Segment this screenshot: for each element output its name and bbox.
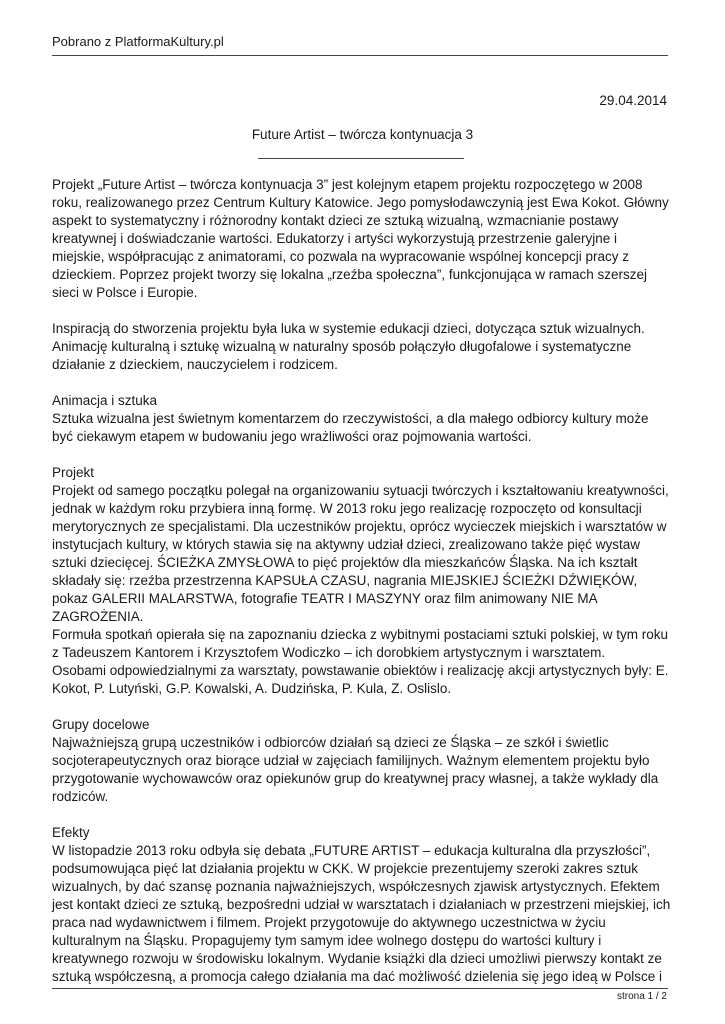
text-line: kreatywnej i doświadczanie wartości. Edukatorzy i artyści wykorzystują przestrzenie galeryjne i	[52, 231, 617, 246]
section-effects	[52, 824, 674, 986]
text-line: ZAGROŻENIA.	[52, 609, 144, 624]
text-line: aspekt to systematyczny i różnorodny kontakt dzieci ze sztuką wizualną, wzmacnianie postawy	[52, 213, 619, 228]
section-target-groups	[52, 716, 674, 806]
text-line: socjoterapeutycznych oraz biorące udział w zajęciach familijnych. Ważnym elementem projektu było	[52, 753, 650, 768]
text-line: z Tadeuszem Kantorem i Krzysztofem Wodiczko – ich dorobkiem artystycznym i warsztatem.	[52, 645, 606, 660]
download-source-header: Pobrano z PlatformaKultury.pl	[52, 34, 224, 49]
text-line: kulturalnym na Śląsku. Propagujemy tym samym idee wolnego dostępu do wartości kultury i	[52, 933, 602, 948]
text-line: Projekt od samego początku polegał na organizowaniu sytuacji twórczych i kształtowaniu kreatywności,	[52, 483, 669, 498]
text-line: działanie z dzieckiem, nauczycielem i rodzicem.	[52, 357, 338, 372]
text-line: Inspiracją do stworzenia projektu była luka w systemie edukacji dzieci, dotycząca sztuk wizualnych.	[52, 321, 645, 336]
text-line: sztuką współczesną, a promocja całego działania ma dać możliwość dzielenia się jego ideą w Polsce i	[52, 969, 663, 984]
paragraph-gap	[52, 302, 674, 320]
text-line: sieci w Polsce i Europie.	[52, 285, 198, 300]
section-project	[52, 464, 674, 698]
header-divider	[52, 55, 668, 56]
section-heading: Efekty	[52, 825, 90, 840]
text-line: składały się: rzeźba przestrzenna KAPSUŁA CZASU, nagrania MIEJSKIEJ ŚCIEŻKI DŹWIĘKÓW,	[52, 573, 638, 588]
page-number: strona 1 / 2	[616, 991, 667, 1002]
footer-divider	[52, 988, 668, 989]
text-line: pokaz GALERII MALARSTWA, fotografie TEATR I MASZYNY oraz film animowany NIE MA	[52, 591, 598, 606]
section-heading: Projekt	[52, 465, 95, 480]
section-heading: Animacja i sztuka	[52, 393, 158, 408]
section-heading: Grupy docelowe	[52, 717, 150, 732]
text-line: Animację kulturalną i sztukę wizualną w naturalny sposób połączyło długofalowe i systematyczne	[52, 339, 632, 354]
text-line: miejskie, współpracując z animatorami, co pozwala na wypracowanie wspólnej koncepcji pracy z	[52, 249, 630, 264]
text-line: sztuki dziecięcej. ŚCIEŻKA ZMYSŁOWA to pięć projektów dla mieszkańców Śląska. Na ich kształt	[52, 555, 638, 570]
text-line: wizualnych, by dać szansę poznania najważniejszych, współczesnych zjawisk artystycznych. Efektem	[52, 879, 660, 894]
intro-paragraph	[52, 176, 674, 302]
title-underline	[258, 158, 464, 159]
text-line: Kokot, P. Lutyński, G.P. Kowalski, A. Dudzińska, P. Kula, Z. Oslislo.	[52, 681, 452, 696]
text-line: praca nad wydawnictwem i filmem. Projekt przygotowuje do aktywnego uczestnictwa w życiu	[52, 915, 606, 930]
text-line: Sztuka wizualna jest świetnym komentarzem do rzeczywistości, a dla małego odbiorcy kultury może	[52, 411, 649, 426]
text-line: przygotowanie wychowawców oraz opiekunów grup do kreatywnej pracy własnej, a także wykłady dla	[52, 771, 659, 786]
text-line: Najważniejszą grupą uczestników i odbiorców działań są dzieci ze Śląska – ze szkół i świetlic	[52, 735, 609, 750]
text-line: W listopadzie 2013 roku odbyła się debata „FUTURE ARTIST – edukacja kulturalna dla przyszłości”,	[52, 843, 651, 858]
text-line: kreatywnego rozwoju w środowisku lokalnym. Wydanie książki dla dzieci umożliwi pierwszy kontakt ze	[52, 951, 662, 966]
text-line: podsumowująca pięć lat działania projektu w CKK. W projekcie prezentujemy szeroki zakres sztuk	[52, 861, 639, 876]
paragraph-gap	[52, 806, 674, 824]
text-line: merytorycznych ze specjalistami. Dla uczestników projektu, oprócz wycieczek miejskich i warsztatów w	[52, 519, 667, 534]
document-title: Future Artist – twórcza kontynuacja 3	[251, 127, 474, 142]
section-animation	[52, 392, 674, 446]
text-line: być ciekawym etapem w budowaniu jego wrażliwości oraz pojmowania wartości.	[52, 429, 532, 444]
text-line: jest kontakt dzieci ze sztuką, bezpośredni udział w warsztatach i działaniach w przestrzeni miejskiej, ich	[52, 897, 671, 912]
text-line: Osobami odpowiedzialnymi za warsztaty, powstawanie obiektów i realizację akcji artystycznych były: E.	[52, 663, 669, 678]
paragraph-gap	[52, 446, 674, 464]
text-line: jednak w każdym roku przybiera inną formę. W 2013 roku jego realizację rozpoczęto od konsultacji	[52, 501, 642, 516]
inspiration-paragraph	[52, 320, 674, 374]
text-line: rodziców.	[52, 789, 109, 804]
article-body	[52, 176, 674, 986]
paragraph-gap	[52, 374, 674, 392]
text-line: dzieckiem. Poprzez projekt tworzy się lokalna „rzeźba społeczna”, funkcjonująca w ramach szerszej	[52, 267, 647, 282]
document-date: 29.04.2014	[599, 93, 667, 108]
text-line: roku, realizowanego przez Centrum Kultury Katowice. Jego pomysłodawczynią jest Ewa Kokot. Główny	[52, 195, 669, 210]
paragraph-gap	[52, 698, 674, 716]
text-line: Projekt „Future Artist – twórcza kontynuacja 3” jest kolejnym etapem projektu rozpoczętego w 2008	[52, 177, 643, 192]
text-line: Formuła spotkań opierała się na zapoznaniu dziecka z wybitnymi postaciami sztuki polskiej, w tym roku	[52, 627, 669, 642]
text-line: instytucjach kultury, w których stawia się na aktywny udział dzieci, zrealizowano także pięć wystaw	[52, 537, 640, 552]
